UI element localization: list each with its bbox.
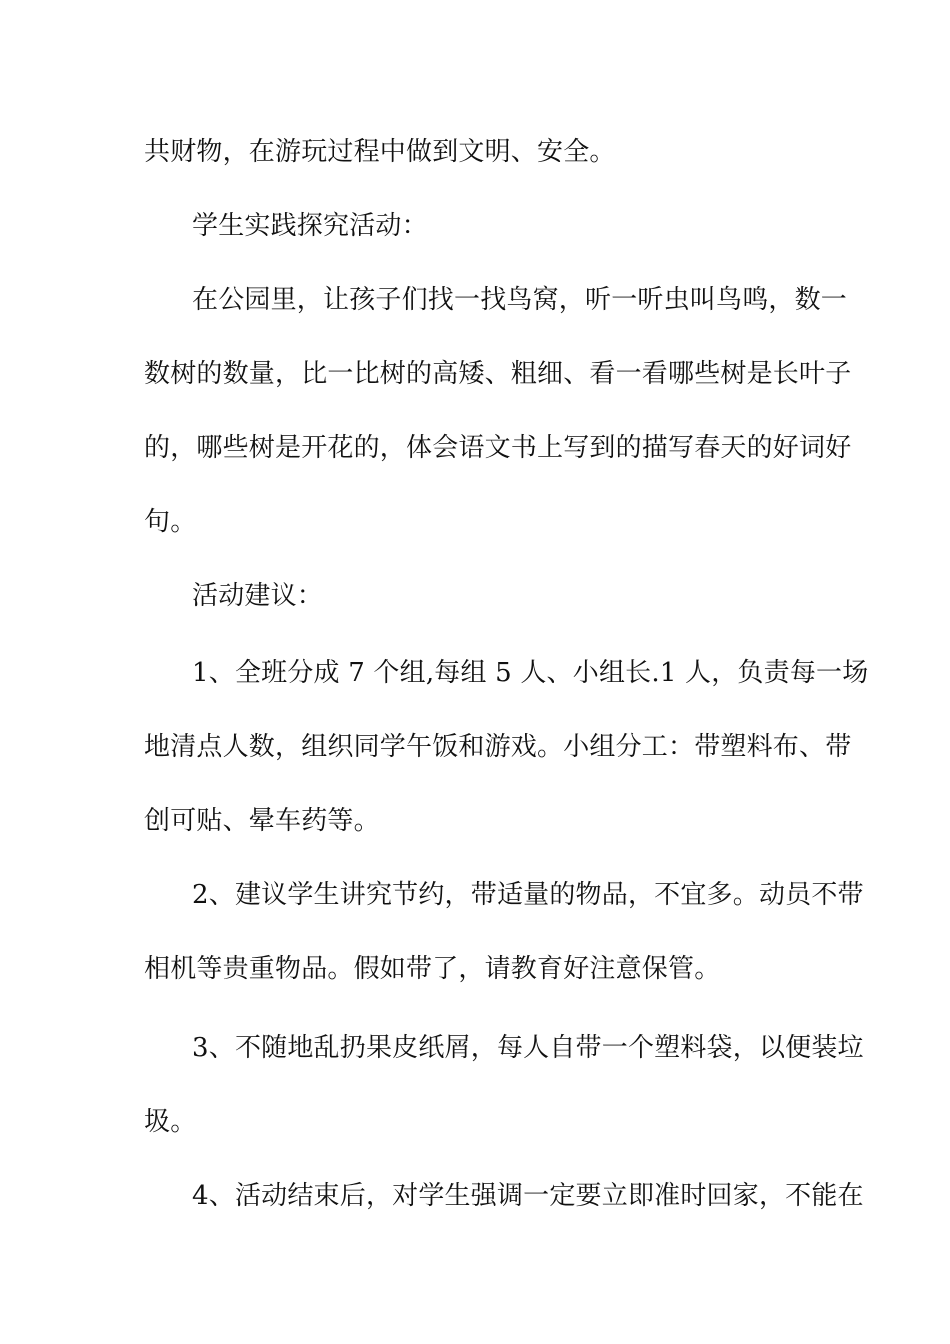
section-heading: 学生实践探究活动： [192, 211, 428, 241]
text-line: 数树的数量，比一比树的高矮、粗细、看一看哪些树是长叶子 [144, 359, 852, 389]
text-line: 4、活动结束后，对学生强调一定要立即准时回家，不能在 [192, 1181, 864, 1211]
text-line: 2、建议学生讲究节约，带适量的物品，不宜多。动员不带 [192, 880, 864, 910]
section-heading: 活动建议： [192, 581, 324, 611]
text-line: 共财物，在游玩过程中做到文明、安全。 [144, 137, 616, 167]
text-line: 在公园里，让孩子们找一找鸟窝，听一听虫叫鸟鸣，数一 [192, 285, 848, 315]
text-line: 创可贴、晕车药等。 [144, 806, 380, 836]
text-line: 相机等贵重物品。假如带了，请教育好注意保管。 [144, 954, 721, 984]
text-line: 1、全班分成 7 个组,每组 5 人、小组长.1 人，负责每一场 [192, 658, 869, 688]
text-line: 地清点人数，组织同学午饭和游戏。小组分工：带塑料布、带 [144, 732, 852, 762]
text-line: 句。 [144, 507, 197, 537]
text-line: 3、不随地乱扔果皮纸屑，每人自带一个塑料袋，以便装垃 [192, 1033, 864, 1063]
text-line: 圾。 [144, 1107, 197, 1137]
text-line: 的，哪些树是开花的，体会语文书上写到的描写春天的好词好 [144, 433, 852, 463]
